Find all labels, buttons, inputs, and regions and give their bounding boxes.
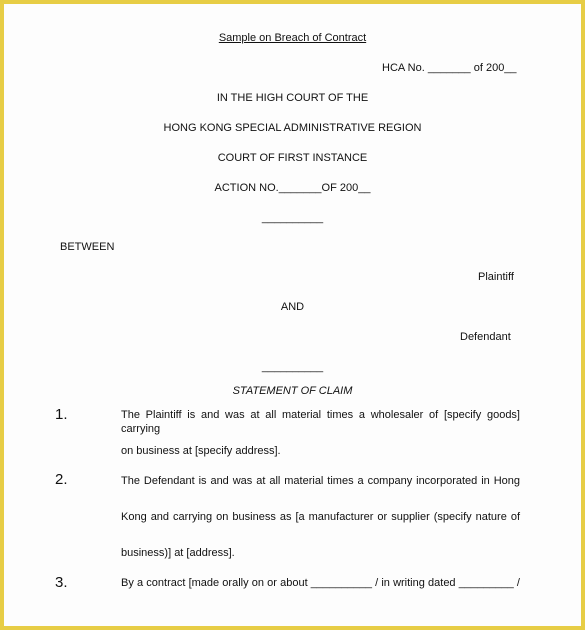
action-number-line: ACTION NO._______OF 200__ [214, 182, 371, 194]
document-title: Sample on Breach of Contract [218, 32, 367, 44]
and-label: AND [280, 301, 305, 313]
defendant-label: Defendant [460, 331, 511, 343]
claim-text-line: on business at [specify address]. [121, 445, 281, 457]
court-line-1: IN THE HIGH COURT OF THE [216, 92, 369, 104]
statement-of-claim-title: STATEMENT OF CLAIM [232, 385, 353, 397]
claim-number: 3. [55, 574, 68, 591]
claim-text-line: business)] at [address]. [121, 547, 235, 559]
claim-text-line: The Plaintiff is and was at all material times a wholesaler of [specify goods] carrying [121, 409, 520, 435]
court-line-3: COURT OF FIRST INSTANCE [217, 152, 368, 164]
claim-text-line: By a contract [made orally on or about __________ / in writing dated _________ / [121, 577, 520, 589]
claim-text-line: The Defendant is and was at all material times a company incorporated in Hong [121, 475, 520, 487]
between-label: BETWEEN [60, 241, 115, 253]
claim-text-line: Kong and carrying on business as [a manufacturer or supplier (specify nature of [121, 511, 520, 523]
separator-line-2: __________ [261, 361, 324, 373]
claim-number: 2. [55, 471, 68, 488]
plaintiff-label: Plaintiff [478, 271, 514, 283]
document-page [4, 4, 581, 626]
hca-number-line: HCA No. _______ of 200__ [382, 62, 517, 74]
separator-line-1: __________ [261, 212, 324, 224]
court-line-2: HONG KONG SPECIAL ADMINISTRATIVE REGION [163, 122, 422, 134]
claim-number: 1. [55, 406, 68, 423]
